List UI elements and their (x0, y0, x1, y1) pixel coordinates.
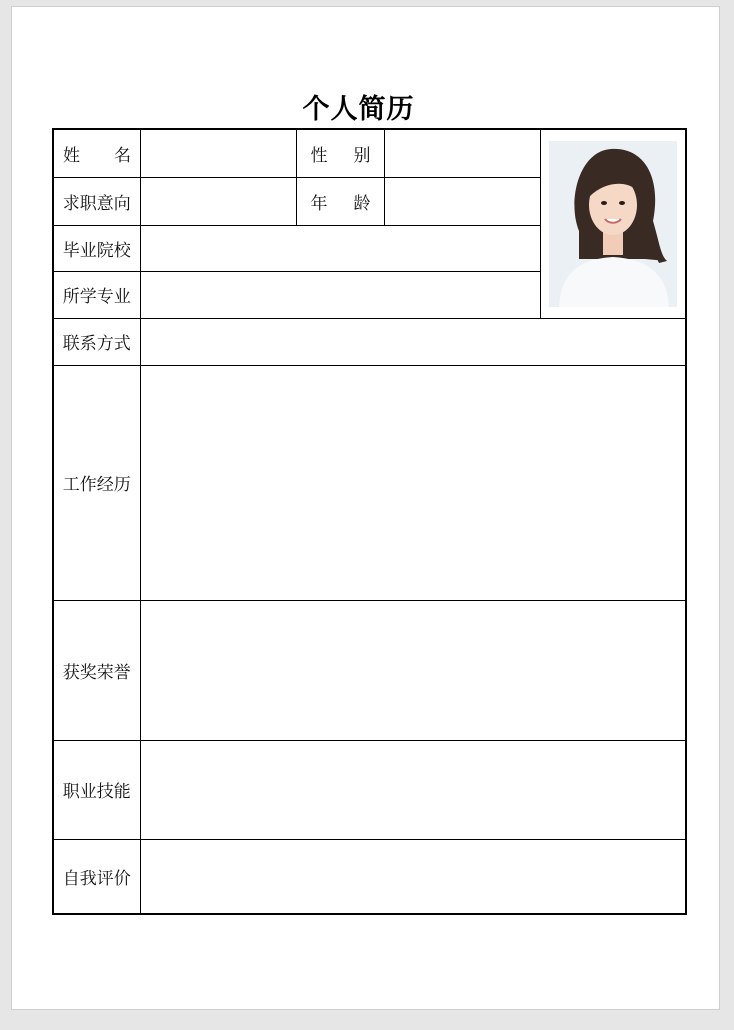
page-title: 个人简历 (302, 94, 415, 125)
age-label-cell (296, 177, 384, 225)
gender-value-cell[interactable] (384, 129, 540, 177)
self-evaluation-label: 自我评价 (53, 839, 140, 914)
name-value-cell[interactable] (140, 129, 296, 177)
skills-label: 职业技能 (53, 740, 140, 839)
awards-value-cell[interactable] (140, 600, 686, 740)
contact-label: 联系方式 (53, 318, 140, 365)
school-label: 毕业院校 (53, 225, 140, 271)
gender-label-char-2: 别 (353, 145, 371, 166)
major-value-cell[interactable] (140, 271, 540, 318)
job-intent-value-cell[interactable] (140, 177, 296, 225)
work-experience-label: 工作经历 (53, 365, 140, 600)
age-label-char-1: 年 (310, 193, 328, 214)
name-label-char-1: 姓 (63, 145, 80, 166)
document-page (11, 6, 720, 1010)
major-label: 所学专业 (53, 271, 140, 318)
gender-label-char-1: 性 (310, 145, 328, 166)
school-value-cell[interactable] (140, 225, 540, 271)
awards-label: 获奖荣誉 (53, 600, 140, 740)
age-label-char-2: 龄 (353, 193, 371, 214)
profile-photo (549, 141, 677, 307)
resume-table (52, 128, 687, 915)
gender-label-cell (296, 129, 384, 177)
photo-cell[interactable] (540, 129, 686, 318)
contact-value-cell[interactable] (140, 318, 686, 365)
name-label-cell (53, 129, 140, 177)
job-intent-label: 求职意向 (53, 177, 140, 225)
self-evaluation-value-cell[interactable] (140, 839, 686, 914)
age-value-cell[interactable] (384, 177, 540, 225)
name-label-char-2: 名 (114, 145, 131, 166)
work-experience-value-cell[interactable] (140, 365, 686, 600)
skills-value-cell[interactable] (140, 740, 686, 839)
